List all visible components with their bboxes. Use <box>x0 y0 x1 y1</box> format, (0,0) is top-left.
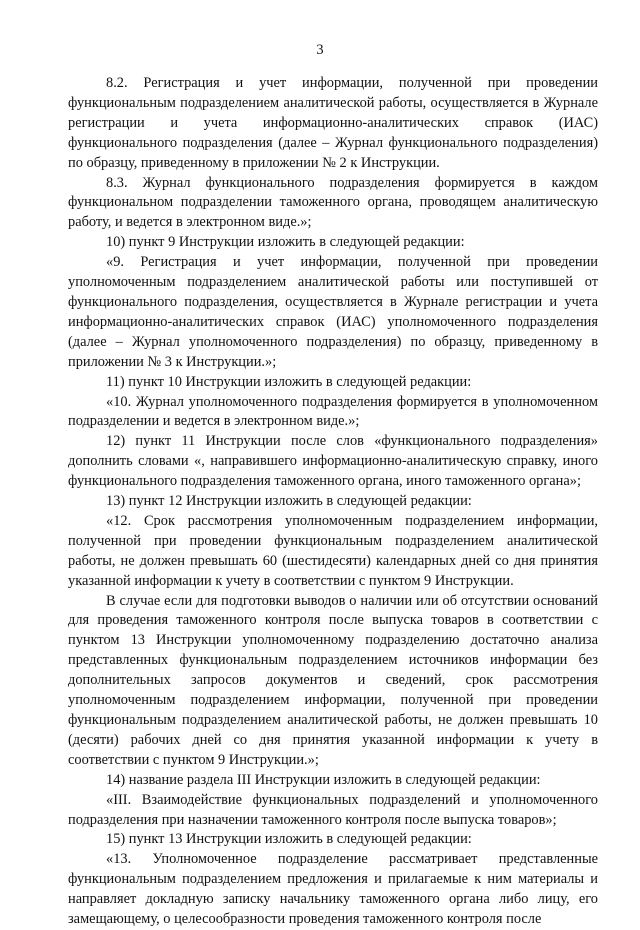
amendment-item-12: 12) пункт 11 Инструкции после слов «функционального подразделения» дополнить словами «, направившего информационно-аналитическую справку, иного функционального подразделения таможенного органа, иного таможенного органа»; <box>68 433 598 490</box>
amendment-item-11: 11) пункт 10 Инструкции изложить в следующей редакции: <box>106 373 472 390</box>
section-iii-title-text: «III. Взаимодействие функциональных подразделений и уполномоченного подразделения при назначении таможенного контроля после выпуска товаров»; <box>68 791 598 828</box>
paragraph-13-text: «13. Уполномоченное подразделение рассматривает представленные функциональным подразделением предложения и прилагаемые к ним материалы и направляет докладную записку начальнику таможенного органа либо лицу, его замещающему, о целесообразности проведения таможенного контроля после <box>68 851 598 928</box>
amendment-item-13: 13) пункт 12 Инструкции изложить в следующей редакции: <box>106 493 472 510</box>
amendment-item-14: 14) название раздела III Инструкции изложить в следующей редакции: <box>106 771 541 788</box>
paragraph-8-2: 8.2. Регистрация и учет информации, полученной при проведении функциональным подразделением аналитической работы, осуществляется в Журнале регистрации и учета информационно-аналитических справок (ИАС) функционального подразделения (далее – Журнал функционального подразделения) по образцу, приведенному в приложении № 2 к Инструкции. <box>68 75 598 171</box>
amendment-item-10: 10) пункт 9 Инструкции изложить в следующей редакции: <box>106 234 465 251</box>
paragraph-9-text: «9. Регистрация и учет информации, полученной при проведении уполномоченным подразделением аналитической работы или поступившей от функционального подразделения, осуществляется в Журнале регистрации и учета информационно-аналитических справок (ИАС) уполномоченного подразделения (далее – Журнал уполномоченного подразделения) по образцу, приведенному в приложении № 3 к Инструкции.»; <box>68 254 598 370</box>
document-body <box>68 74 598 930</box>
page-number: 3 <box>316 42 324 58</box>
paragraph-10-text: «10. Журнал уполномоченного подразделения формируется в уполномоченном подразделении и ведется в электронном виде.»; <box>68 393 598 430</box>
paragraph-8-3: 8.3. Журнал функционального подразделения формируется в каждом функциональном подразделении таможенного органа, проводящем аналитическую работу, и ведется в электронном виде.»; <box>68 174 598 231</box>
paragraph-12-continuation: В случае если для подготовки выводов о наличии или об отсутствии оснований для проведения таможенного контроля после выпуска товаров в соответствии с пунктом 13 Инструкции уполномоченному подразделению достаточно анализа представленных функциональным подразделением источников информации без дополнительных запросов документов и сведений, срок рассмотрения уполномоченным подразделением информации, полученной при проведении функциональным подразделением аналитической работы, не должен превышать 10 (десяти) рабочих дней со дня принятия указанной информации к учету в соответствии с пунктом 9 Инструкции.»; <box>68 592 598 768</box>
paragraph-12-text: «12. Срок рассмотрения уполномоченным подразделением информации, полученной при проведении функциональным подразделением аналитической работы, не должен превышать 60 (шестидесяти) календарных дней со дня принятия указанной информации к учету в соответствии с пунктом 9 Инструкции. <box>68 512 598 589</box>
amendment-item-15: 15) пункт 13 Инструкции изложить в следующей редакции: <box>106 831 472 848</box>
